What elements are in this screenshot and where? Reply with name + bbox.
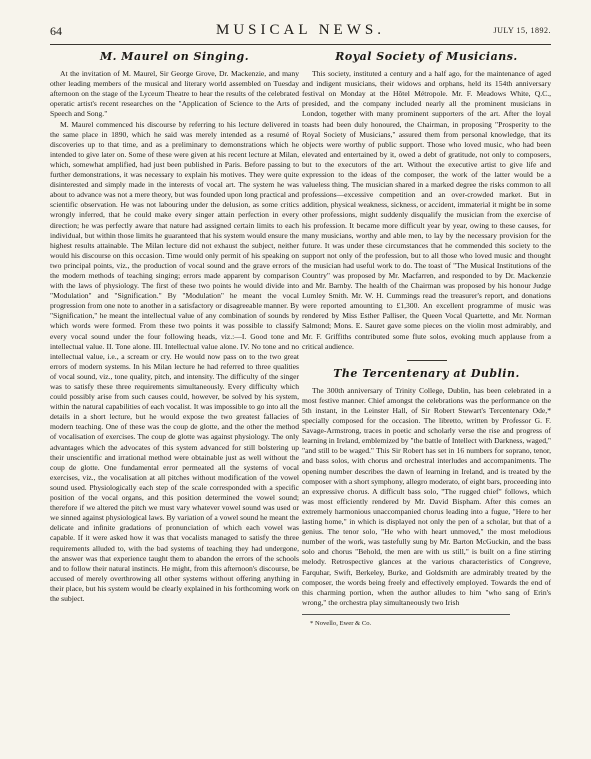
article-paragraph: This society, instituted a century and a half ago, for the maintenance of aged and indigent musicians, their widows and orphans, held its 154th anniversary festival on Monday at the Hôtel Métropole. Mr. F. Meadows White, Q.C., presided, and the company included nearly all the prominent musicians in London, together with many prominent supporters of the art. After the loyal toasts had been duly honoured, the Chairman, in proposing "Prosperity to the Royal Society of Musicians," assured them from personal knowledge, that its objects were worthy of public support. Those who loved music, who had been elevated and entertained by it, owed a debt of gratitude, not only to composers, but to the executors of the art. Without the executive artist to give life and expression to the ideas of the composer, the work of the latter would be a valueless thing. The musician shared in a marked degree the risks common to all professions—excessive competition and an over-crowded market. But in addition, physical weakness, sickness, or accident, immaterial it might be in some other professions, might suddenly disqualify the musician from the exercise of his profession. It became more difficult year by year, owing to these causes, for many musicians, worthy and able men, to lay by the necessary provision for the future. It was under these circumstances that he commended this society to the support not only of the profession, but to all those who loved music and thought the musician had useful work to do. The toast of "The Musical Institutions of the Country" was proposed by Mr. Macfarren, and responded to by Dr. Mackenzie and Mr. Barnby. The health of the Chairman was proposed by his honour Judge Lumley Smith. Mr. W. H. Cummings read the treasurer's report, and donations were reported amounting to £1,300. An excellent programme of music was rendered by Miss Esther Palliser, the Queen Vocal Quartette, and Mr. Norman Salmond; Mons. E. Sauret gave some pieces on the violin most admirably, and Mr. F. Griffiths contributed some flute solos, evoking much applause from a critical audience. [302,69,551,351]
page-header [50,22,551,42]
article-title: The Tercentenary at Dublin. [333,366,520,380]
page-number: 64 [50,24,62,38]
journal-title: MUSICAL NEWS. [216,22,385,38]
article-paragraph: The 300th anniversary of Trinity College, Dublin, has been celebrated in a most festive manner. Chief amongst the celebrations was the performance on the 5th instant, in the Leinster Hall, of Sir Robert Stewart's Tercentenary Ode,* specially composed for the occasion. The libretto, written by Professor G. F. Savage-Armstrong, traces in poetic and scholarly verse the rise and progress of learning in Ireland, emblemized by "the battle of Intellect with Darkness, waged," "and still to be waged." This Sir Robert has set in 16 numbers for soprano, tenor, and bass solos, with chorus and orchestral interludes and accompaniments. The opening number describes the dawn of learning in Ireland, and is treated by the composer with a short symphony, allegro moderato, of eight bars, proceeding into an expressive chorus. A difficult bass solo, "The rugged chief" follows, which was most efficiently rendered by Mr. David Bispham. After this comes an extremely harmonious unaccompanied chorus leading into a fugue, "Here to her lasting home," in which is displayed not only the pen of a scholar, but that of a genius. The tenor solo, "He who with heart unmoved," the most melodious number of the work, was tastefully sung by Mr. Barton McGuckin, and the bass solo and chorus "Behold, the men are with us still," is built on a fine stirring melody. Retrospective glances at the various characteristics of Congreve, Farquhar, Swift, Berkeley, Burke, and Goldsmith are admirably treated by the composer, the words being freely and effectively employed. Towards the end of this charming portion, when the author alludes to him "who sang of Erin's wrong," the orchestra play simultaneously two Irish [302,385,551,607]
article-paragraph: At the invitation of M. Maurel, Sir George Grove, Dr. Mackenzie, and many other leading members of the musical and literary world assembled on Tuesday afternoon on the stage of the Lyceum Theatre to hear the results of the celebrated operatic artist's recent researches on the "Application of Science to the Arts of Speech and Song." [50,69,299,119]
article-paragraph: M. Maurel commenced his discourse by referring to his lecture delivered in the same place in 1890, which he said was merely intended as a resumé of discoveries up to that time, and as a preliminary to demonstrations which he intended to give later on. Some of these were given at his recent lecture at Milan, which, somewhat amplified, had just been published in Paris. Before passing to further demonstrations, it was necessary to explain his motives. They were quite disinterested and simply made in the interests of vocal art. The system he was about to advance was not a mere theory, but was founded upon long practical and scientific observation. He was not labouring under the delusion, as some critics wrongly inferred, that he could make every singer attain perfection in every direction; he was perfectly aware that nature had assigned certain limits to each individual, but within those limits he guaranteed that his system would ensure the highest results attainable. The Milan lecture did not exhaust the subject, neither would his discourse on this occasion. Time would only permit of his speaking on two principal points, viz., the production of vocal sound and the grave errors of the modern methods of teaching singing; errors made apparent by comparison with the laws of physiology. The first of these two points he would divide into "Modulation" and "Signification." By "Modulation" he meant the vocal progression from one note to another in a satisfactory or disagreeable manner. By "Signification," he meant the intellectual value of any combination of sounds by which words were formed. From these two points it was possible to classify every vocal sound under the four following heads, viz.:—I. Good tone and intellectual value. II. Tone alone. III. Intellectual value alone. IV. No tone and no intellectual value, i.e., a scream or cry. He would now pass on to the two great errors of modern systems. In his Milan lecture he had referred to three qualities of vocal sound, viz., tone quality, pitch, and intensity. The difficulty of the singer was to satisfy these three requirements simultaneously. Every difficulty which could possibly arise from such causes could, however, be solved by his system, within the natural capabilities of each vocalist. It was impossible to go into all the details in a short lecture, but he would expose the two greatest fallacies of modern teaching. One of these was the coup de glotte, and the other the method of vocalisation of exercises. The coup de glotte was against physiology. The only advantages which the advocates of this system advanced for still bolstering up their unscientific and irrational method were obtainable just as well without the coup de glotte. One fundamental error permeated all the systems of vocal exercises, viz., the vocalisation at all pitches without modification of the vowel sound used. Physiologically each step of the scale corresponded with a specific position of the vocal organs, and this position determined the vowel sound; therefore if we altered the pitch we must vary whatever vowel sound was used or we sinned against physiological laws. By variation of a vowel sound he meant the delicate and infinite gradations of pronunciation of which each vowel was capable. If it were asked how it was that vocalists managed to satisfy the three requirements alluded to, with the bad systems of teaching they had undergone, the answer was that experience taught them to abandon the errors of the schools and to follow their natural instincts. He might, from this afternoon's discourse, be accused of merely overthrowing all other systems without offering anything in their place, but his system would be clearly explained in his forthcoming work on the subject. [50,119,299,603]
header-rule [50,44,551,45]
article-title: M. Maurel on Singing. [99,50,250,63]
left-column [50,52,299,604]
section-divider [407,360,447,361]
footnote: * Novello, Ewer & Co. [302,614,510,629]
issue-date: JULY 15, 1892. [493,26,551,35]
article-title: Royal Society of Musicians. [335,50,518,63]
right-column [302,52,551,629]
